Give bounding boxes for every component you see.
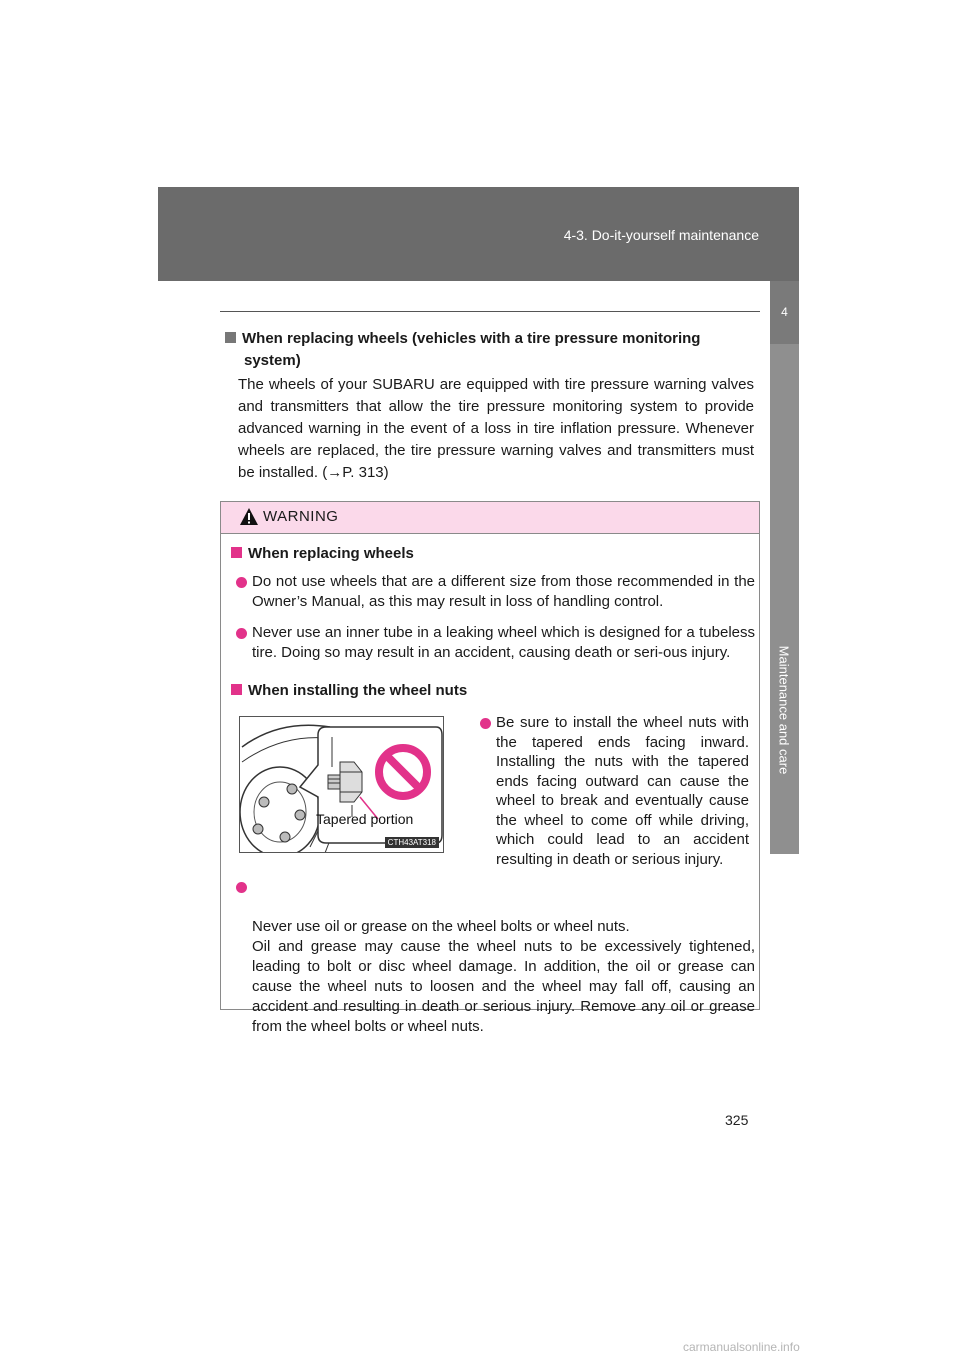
- wheel-nut-figure: [239, 716, 444, 853]
- round-bullet-icon: [236, 628, 247, 639]
- warning-heading-replacing: [231, 544, 414, 564]
- round-bullet-icon: [236, 577, 247, 588]
- heading-text: When installing the wheel nuts: [248, 682, 468, 699]
- heading-line-2: system): [244, 352, 301, 369]
- header-band: [158, 187, 799, 281]
- square-bullet-icon: [231, 547, 242, 558]
- side-tab: [770, 344, 799, 854]
- page-number: 325: [725, 1112, 749, 1128]
- bullet-item: [252, 572, 755, 612]
- figure-code: CTH43AT318: [385, 837, 439, 848]
- top-rule: [220, 311, 760, 312]
- bullet-item: [252, 877, 755, 1037]
- bullet-text: Be sure to install the wheel nuts with the tapered ends facing inward. Installing the nuts with the tapered ends facing outward can cause the wheel to break and eventually cause the wheel to come off while driving, which could lead to an accident resulting in death or serious injury.: [496, 714, 749, 868]
- side-tab-label: Maintenance and care: [776, 645, 792, 775]
- warning-title: WARNING: [263, 508, 339, 525]
- wheel-nut-illustration: [240, 717, 444, 853]
- warning-triangle-icon: [239, 507, 259, 526]
- bullet-item: [496, 713, 749, 869]
- section-heading: [225, 328, 755, 372]
- warning-header: [221, 502, 759, 534]
- bullet-text: Do not use wheels that are a different size from those recommended in the Owner’s Manual, as this may result in loss of handling control.: [252, 573, 755, 610]
- warning-heading-installing: [231, 681, 467, 701]
- heading-line-1: When replacing wheels (vehicles with a tire pressure monitoring: [242, 330, 701, 347]
- body-paragraph: The wheels of your SUBARU are equipped with tire pressure warning valves and transmitters that allow the tire pressure monitoring system to provide advanced warning in the event of a loss in tire inflation pressure. Whenever wheels are replaced, the tire pressure warning valves and transmitters must be installed. (→P. 313): [238, 376, 754, 481]
- heading-text: When replacing wheels: [248, 545, 414, 562]
- square-bullet-icon: [225, 332, 236, 343]
- bullet-item: [252, 623, 755, 663]
- section-title: 4-3. Do-it-yourself maintenance: [563, 227, 759, 243]
- round-bullet-icon: [236, 882, 247, 893]
- warning-box: [220, 501, 760, 1035]
- bullet-text: Never use an inner tube in a leaking wheel which is designed for a tubeless tire. Doing so may result in an accident, causing death or seri-ous injury.: [252, 624, 755, 661]
- side-tab-number: 4: [770, 281, 799, 344]
- bullet-text: Never use oil or grease on the wheel bolts or wheel nuts. Oil and grease may cause the wheel nuts to be excessively tightened, leading to bolt or disc wheel damage. In addition, the oil or grease can cause the wheel nuts to loosen and the wheel may fall off, causing an accident and resulting in death or serious injury. Remove any oil or grease from the wheel bolts or wheel nuts.: [252, 918, 755, 1035]
- round-bullet-icon: [480, 718, 491, 729]
- watermark: carmanualsonline.info: [683, 1340, 800, 1354]
- square-bullet-icon: [231, 684, 242, 695]
- figure-label: Tapered portion: [316, 811, 414, 827]
